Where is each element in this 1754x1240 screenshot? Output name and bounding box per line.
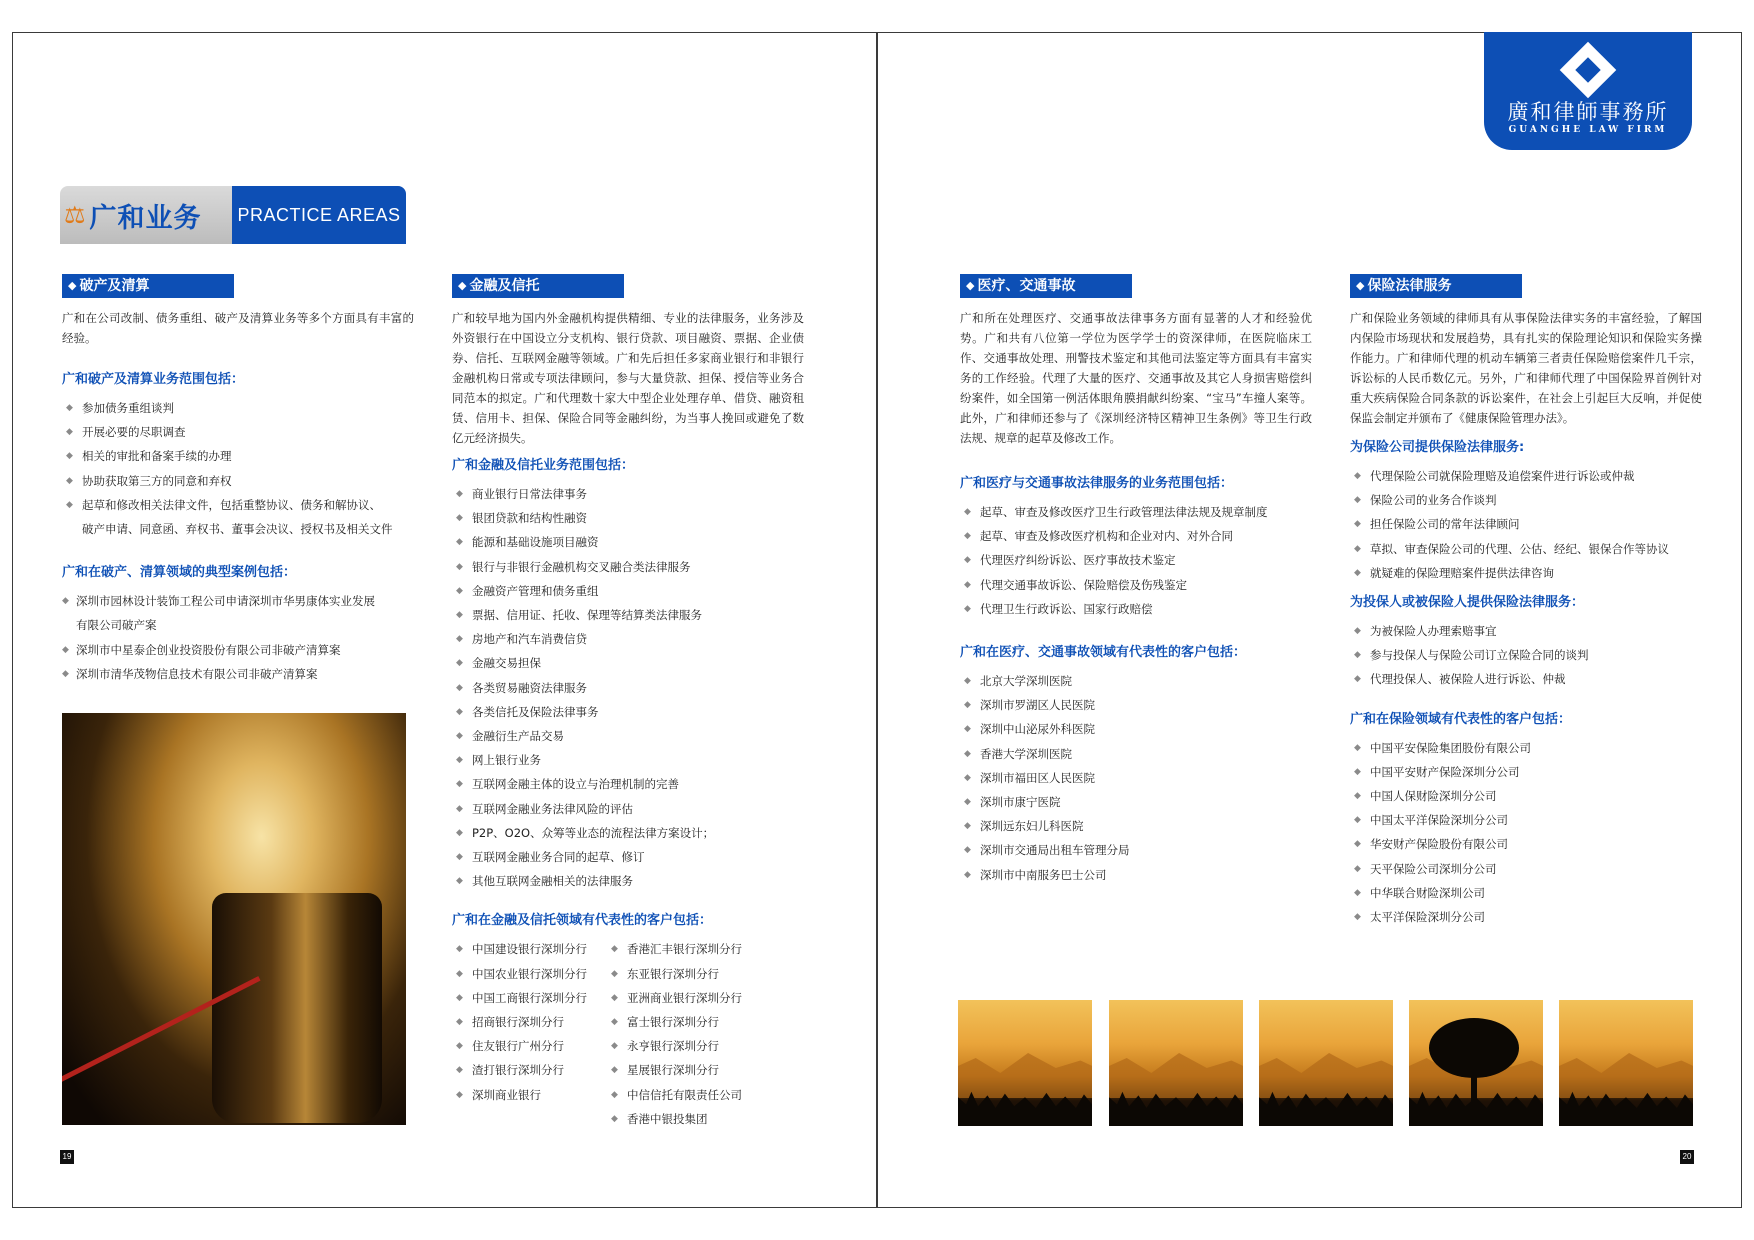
bullet-icon: ◆ [964,748,971,759]
title-cn: 广和业务 [89,202,202,234]
bullet-icon: ◆ [456,706,463,717]
scales-of-justice-icon: ⚖ [64,201,86,229]
section-heading [960,274,1132,298]
bullet-icon: ◆ [456,610,463,621]
list-item: ◆ 中国农业银行深圳分行 [452,962,607,986]
bullet-icon: ◆ [456,537,463,548]
landscape-photo-3 [1259,1000,1393,1126]
cases-list [62,589,414,686]
section-heading-label: 医疗、交通事故 [977,278,1076,294]
list-item: ◆ 香港汇丰银行深圳分行 [607,937,762,961]
list-item: ◆ 起草、审查及修改医疗机构和企业对内、对外合同 [960,524,1312,548]
list-item: ◆ 银行与非银行金融机构交叉融合类法律服务 [452,555,804,579]
landscape-photo-2 [1109,1000,1243,1126]
bullet-icon: ◆ [964,579,971,590]
bullet-icon: ◆ [1354,887,1361,898]
section-intro: 广和较早地为国内外金融机构提供精细、专业的法律服务，业务涉及外资银行在中国设立分支机构、银行贷款、项目融资、票据、企业债券、信托、互联网金融等领域。广和先后担任多家商业银行和非银行金融机构日常或专项法律顾问，参与大量贷款、担保、授信等业务合同范本的拟定。广和代理数十家大中型企业处理存单、借贷、融资租赁、信用卡、担保、保险合同等金融纠纷，为当事人挽回或避免了数亿元经济损失。 [452,311,804,445]
title-en: PRACTICE AREAS [232,186,406,244]
clients-list [960,669,1312,887]
list-item: ◆ 能源和基础设施项目融资 [452,530,804,554]
list-item: ◆ 草拟、审查保险公司的代理、公估、经纪、银保合作等协议 [1350,537,1702,561]
clients-title: 广和在医疗、交通事故领域有代表性的客户包括： [960,645,1247,661]
desk-cup-photo [62,713,406,1125]
landscape-photo-1 [958,1000,1092,1126]
scope-list [960,500,1312,621]
mountain-shape [1109,1048,1243,1098]
bullet-icon: ◆ [964,555,971,566]
bullet-icon: ◆ [1354,650,1361,661]
list-item: ◆ 各类信托及保险法律事务 [452,700,804,724]
list-item: ◆ 代理保险公司就保险理赔及追偿案件进行诉讼或仲裁 [1350,464,1702,488]
list-item: ◆ 参加债务重组谈判 [62,396,414,420]
list-item: ◆ 香港大学深圳医院 [960,742,1312,766]
bullet-icon: ◆ [611,1113,618,1124]
list-item: ◆ 东亚银行深圳分行 [607,962,762,986]
bullet-icon: ◆ [1354,791,1361,802]
section-intro: 广和在公司改制、债务重组、破产及清算业务等多个方面具有丰富的经验。 [62,311,414,345]
list-item: ◆ 中国建设银行深圳分行 [452,937,607,961]
tree-crown-shape [1429,1018,1519,1078]
list-item: ◆ 互联网金融主体的设立与治理机制的完善 [452,772,804,796]
bullet-icon: ◆ [456,803,463,814]
logo-name-cn: 廣和律師事務所 [1507,100,1669,124]
bullet-icon: ◆ [611,1089,618,1100]
section-finance [452,274,804,1131]
insured-list [1350,619,1702,692]
list-item: ◆ 代理卫生行政诉讼、国家行政赔偿 [960,597,1312,621]
logo-name-en: GUANGHE LAW FIRM [1508,125,1668,135]
clients-list [1350,736,1702,930]
firm-logo [1484,32,1692,150]
list-item: ◆ 深圳市园林设计装饰工程公司申请深圳市华男康体实业发展 [62,589,414,613]
bullet-icon: ◆ [1354,742,1361,753]
bullet-icon: ◆ [456,731,463,742]
bullet-icon: ◆ [456,827,463,838]
bullet-icon: ◆ [1354,543,1361,554]
list-item: ◆ 深圳市中南服务巴士公司 [960,863,1312,887]
section-heading [1350,274,1522,298]
scope-list [62,396,414,541]
list-item: ◆ 为被保险人办理索赔事宜 [1350,619,1702,643]
list-item: ◆ 深圳市交通局出租车管理分局 [960,838,1312,862]
list-item: ◆ 代理投保人、被保险人进行诉讼、仲裁 [1350,667,1702,691]
bullet-icon: ◆ [456,1041,463,1052]
list-item: ◆ 金融资产管理和债务重组 [452,579,804,603]
practice-areas-title [60,186,406,244]
bullet-icon: ◆ [1354,567,1361,578]
bullet-icon: ◆ [456,852,463,863]
list-item: ◆ 香港中银投集团 [607,1107,762,1131]
bullet-icon: ◆ [456,876,463,887]
list-item: ◆ 深圳市罗湖区人民医院 [960,693,1312,717]
list-item: ◆ 深圳商业银行 [452,1083,607,1107]
list-item: ◆ 北京大学深圳医院 [960,669,1312,693]
bullet-icon: ◆ [456,992,463,1003]
bullet-icon: ◆ [66,451,73,462]
list-item: ◆ 保险公司的业务合作谈判 [1350,488,1702,512]
list-item: ◆ 起草、审查及修改医疗卫生行政管理法律法规及规章制度 [960,500,1312,524]
list-item: ◆ 富士银行深圳分行 [607,1010,762,1034]
insurer-title: 为保险公司提供保险法律服务: [1350,440,1525,455]
bullet-icon: ◆ [1354,674,1361,685]
list-item-continuation: 有限公司破产案 [76,618,157,633]
list-item: ◆ 天平保险公司深圳分公司 [1350,857,1702,881]
list-item: ◆ 代理交通事故诉讼、保险赔偿及伤残鉴定 [960,573,1312,597]
bullet-icon: ◆ [964,507,971,517]
list-item: ◆ 金融交易担保 [452,651,804,675]
insurer-list [1350,464,1702,585]
bullet-icon: ◆ [66,499,73,510]
bullet-icon: ◆ [456,561,463,572]
section-bankruptcy [62,274,414,686]
cup-shape [212,893,382,1123]
clients-list-right [607,937,762,1131]
bullet-icon: ◆ [964,845,971,856]
list-item: ◆ 起草和修改相关法律文件，包括重整协议、债务和解协议、 [62,493,414,517]
cases-title: 广和在破产、清算领域的典型案例包括： [62,565,297,581]
landscape-photo-5 [1559,1000,1693,1126]
list-item: ◆ 参与投保人与保险公司订立保险合同的谈判 [1350,643,1702,667]
bullet-icon: ◆ [66,427,73,438]
list-item: ◆ 中国太平洋保险深圳分公司 [1350,808,1702,832]
title-cn-block [60,186,232,244]
list-item: ◆ 金融衍生产品交易 [452,724,804,748]
bullet-icon: ◆ [456,489,463,499]
clients-columns [452,937,804,1131]
bullet-icon: ◆ [611,968,618,979]
bullet-icon: ◆ [964,700,971,711]
bullet-icon: ◆ [456,968,463,979]
page-fold [876,32,878,1208]
bullet-icon: ◆ [611,944,618,955]
list-item: ◆ 相关的审批和备案手续的办理 [62,444,414,468]
bullet-icon: ◆ [611,992,618,1003]
bullet-icon: ◆ [456,513,463,524]
bullet-icon: ◆ [964,603,971,614]
bullet-icon: ◆ [964,821,971,832]
list-item: ◆ 中国人保财险深圳分公司 [1350,784,1702,808]
section-intro: 广和所在处理医疗、交通事故法律事务方面有显著的人才和经验优势。广和共有八位第一学位为医学学士的资深律师，在医院临床工作、交通事故处理、刑警技术鉴定和其他司法鉴定等方面具有丰富实务的工作经验。代理了大量的医疗、交通事故及其它人身损害赔偿纠纷案件，如全国第一例活体眼角膜捐献纠纷案、“宝马”车撞人案等。此外，广和律师还参与了《深圳经济特区精神卫生条例》等卫生行政法规、规章的起草及修改工作。 [960,311,1312,445]
mountain-shape [1259,1048,1393,1098]
list-item: ◆ 商业银行日常法律事务 [452,482,804,506]
bullet-icon: ◆ [66,475,73,486]
clients-list-left [452,937,607,1131]
list-item: ◆ 开展必要的尽职调查 [62,420,414,444]
list-item: ◆ 互联网金融业务法律风险的评估 [452,797,804,821]
mountain-shape [958,1048,1092,1098]
bullet-icon: ◆ [1354,766,1361,777]
bullet-icon: ◆ [1354,863,1361,874]
list-item: ◆ 房地产和汽车消费信贷 [452,627,804,651]
bullet-icon: ◆ [1354,815,1361,826]
bullet-icon: ◆ [1354,839,1361,850]
bullet-icon: ◆ [456,658,463,669]
list-item: ◆ 华安财产保险股份有限公司 [1350,832,1702,856]
bullet-icon: ◆ [964,772,971,783]
list-item: ◆ 深圳市福田区人民医院 [960,766,1312,790]
list-item: ◆ 深圳市康宁医院 [960,790,1312,814]
bullet-icon: ◆ [62,668,69,679]
bullet-icon: ◆ [456,779,463,790]
list-item: ◆ 太平洋保险深圳分公司 [1350,905,1702,929]
scope-title: 广和金融及信托业务范围包括： [452,458,635,473]
bullet-icon: ◆ [456,1065,463,1076]
page-number-left: 19 [60,1150,74,1164]
list-item: ◆ 深圳市清华茂物信息技术有限公司非破产清算案 [62,662,414,686]
bullet-icon: ◆ [964,531,971,542]
bullet-icon: ◆ [611,1065,618,1076]
bullet-icon: ◆ [456,944,463,955]
insured-title: 为投保人或被保险人提供保险法律服务： [1350,595,1585,611]
diamond-icon: ◆ [458,279,467,292]
page-number-right: 20 [1680,1150,1694,1164]
clients-title: 广和在保险领域有代表性的客户包括： [1350,711,1572,727]
bullet-icon: ◆ [1354,495,1361,506]
bullet-icon: ◆ [964,724,971,735]
section-intro: 广和保险业务领域的律师具有从事保险法律实务的丰富经验，了解国内保险市场现状和发展趋势，具有扎实的保险理论知识和保险实务操作能力。广和律师代理的机动车辆第三者责任保险赔偿案件几千宗，诉讼标的人民币数亿元。另外，广和律师代理了中国保险界首例针对重大疾病保险合同条款的诉讼案件，在社会上引起巨大反响，并促使保监会制定并颁布了《健康保险管理办法》。 [1350,311,1702,425]
list-item: ◆ 渣打银行深圳分行 [452,1058,607,1082]
section-insurance [1350,274,1702,929]
list-item-continuation: 破产申请、同意函、弃权书、董事会决议、授权书及相关文件 [82,522,393,537]
list-item: ◆ 中国平安财产保险深圳分公司 [1350,760,1702,784]
list-item: ◆ 中信信托有限责任公司 [607,1083,762,1107]
bullet-icon: ◆ [66,403,73,413]
list-item: ◆ 永亨银行深圳分行 [607,1034,762,1058]
list-item: ◆ 网上银行业务 [452,748,804,772]
list-item: ◆ 中华联合财险深圳公司 [1350,881,1702,905]
diamond-icon: ◆ [1356,279,1365,292]
bullet-icon: ◆ [1354,471,1361,481]
scope-title: 广和医疗与交通事故法律服务的业务范围包括： [960,476,1234,491]
list-item: ◆ 各类贸易融资法律服务 [452,676,804,700]
bullet-icon: ◆ [456,1017,463,1028]
scope-title: 广和破产及清算业务范围包括： [62,372,245,387]
list-item: ◆ 深圳中山泌尿外科医院 [960,717,1312,741]
diamond-icon: ◆ [966,279,975,292]
list-item: ◆ 就疑难的保险理赔案件提供法律咨询 [1350,561,1702,585]
list-item: ◆ 星展银行深圳分行 [607,1058,762,1082]
bullet-icon: ◆ [964,869,971,880]
bullet-icon: ◆ [611,1017,618,1028]
bullet-icon: ◆ [456,634,463,645]
bullet-icon: ◆ [456,585,463,596]
diamond-icon: ◆ [68,279,77,292]
bullet-icon: ◆ [62,644,69,655]
section-heading [452,274,624,298]
bullet-icon: ◆ [964,797,971,808]
clients-title: 广和在金融及信托领域有代表性的客户包括： [452,913,713,929]
bullet-icon: ◆ [1354,912,1361,923]
bullet-icon: ◆ [611,1041,618,1052]
list-item: ◆ 深圳远东妇儿科医院 [960,814,1312,838]
list-item: ◆ 担任保险公司的常年法律顾问 [1350,512,1702,536]
bullet-icon: ◆ [456,755,463,766]
list-item: ◆ 银团贷款和结构性融资 [452,506,804,530]
mountain-shape [1559,1048,1693,1098]
logo-mark-icon [1560,42,1617,99]
bullet-icon: ◆ [456,682,463,693]
section-heading [62,274,234,298]
list-item: ◆ 中国平安保险集团股份有限公司 [1350,736,1702,760]
list-item: ◆ 票据、信用证、托收、保理等结算类法律服务 [452,603,804,627]
bullet-icon: ◆ [62,596,69,607]
bullet-icon: ◆ [964,676,971,687]
list-item: ◆ 其他互联网金融相关的法律服务 [452,869,804,893]
list-item: ◆ 亚洲商业银行深圳分行 [607,986,762,1010]
list-item: ◆ P2P、O2O、众筹等业态的流程法律方案设计； [452,821,804,845]
list-item: ◆ 招商银行深圳分行 [452,1010,607,1034]
list-item: ◆ 协助获取第三方的同意和弃权 [62,469,414,493]
bullet-icon: ◆ [1354,519,1361,530]
section-heading-label: 破产及清算 [79,278,150,294]
list-item: ◆ 中国工商银行深圳分行 [452,986,607,1010]
section-heading-label: 金融及信托 [469,278,540,294]
bullet-icon: ◆ [456,1089,463,1100]
list-item: ◆ 住友银行广州分行 [452,1034,607,1058]
section-medical [960,274,1312,887]
list-item: ◆ 代理医疗纠纷诉讼、医疗事故技术鉴定 [960,548,1312,572]
bullet-icon: ◆ [1354,626,1361,637]
list-item: ◆ 深圳市中星泰企创业投资股份有限公司非破产清算案 [62,638,414,662]
scope-list [452,482,804,893]
list-item: ◆ 互联网金融业务合同的起草、修订 [452,845,804,869]
landscape-photo-tree [1409,1000,1543,1126]
section-heading-label: 保险法律服务 [1367,278,1452,294]
